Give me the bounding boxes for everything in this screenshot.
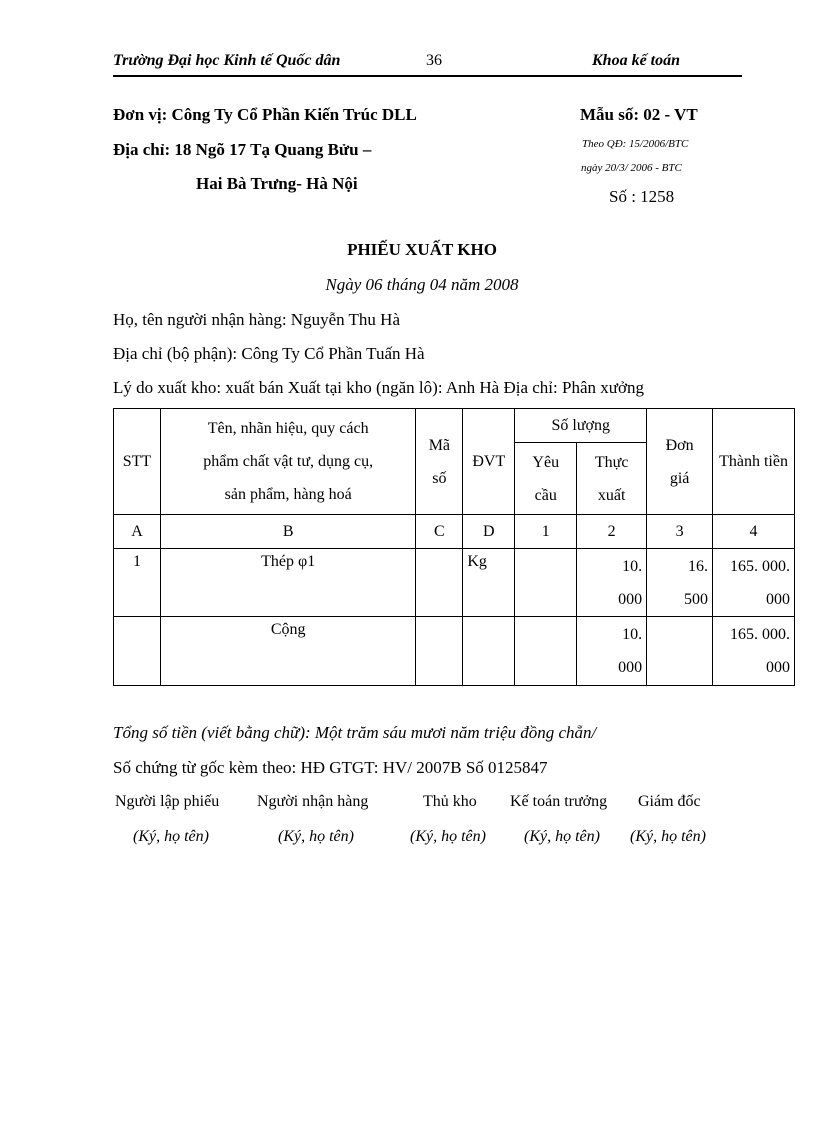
row-actual (577, 549, 647, 617)
total-requested (515, 617, 577, 686)
row-item-name: Thép φ1 (160, 549, 415, 617)
header-actual-line2: xuất (597, 486, 626, 504)
row-unit: Kg (463, 549, 515, 617)
receiver-name: Họ, tên người nhận hàng: Nguyễn Thu Hà (113, 310, 401, 329)
row-amount-line1: 165. 000. (730, 557, 790, 575)
header-code-line1: Mã (428, 436, 451, 454)
column-key: 2 (577, 515, 647, 549)
unit-address-line2: Hai Bà Trưng- Hà Nội (196, 174, 358, 193)
table-header-row (114, 409, 795, 443)
total-row (114, 617, 795, 686)
header-item-name-line2: phẩm chất vật tư, dụng cụ, (203, 453, 374, 470)
header-quantity: Số lượng (515, 409, 647, 443)
column-key: 3 (647, 515, 713, 549)
signature-title-preparer: Người lập phiếu (115, 793, 220, 810)
column-key: A (114, 515, 161, 549)
total-amount-line1: 165. 000. (730, 626, 790, 643)
attached-documents: Số chứng từ gốc kèm theo: HĐ GTGT: HV/ 2007B Số 0125847 (113, 758, 548, 777)
form-number: Số : 1258 (609, 187, 675, 206)
header-unit-price (647, 409, 713, 515)
row-actual-line1: 10. (622, 557, 643, 575)
header-actual-line1: Thực (594, 453, 629, 471)
form-decision-line2: ngày 20/3/ 2006 - BTC (581, 162, 682, 174)
table-row (114, 549, 795, 617)
header-code (416, 409, 463, 515)
signature-note-receiver: (Ký, họ tên) (278, 828, 354, 845)
row-requested (515, 549, 577, 617)
signature-title-receiver: Người nhận hàng (257, 793, 369, 810)
signature-title-chief-accountant: Kế toán trưởng (510, 793, 608, 810)
header-actual (577, 443, 647, 515)
amount-in-words: Tổng số tiền (viết bằng chữ): Một trăm sáu mươi năm triệu đồng chẵn/ (113, 723, 597, 742)
total-amount (713, 617, 795, 686)
total-unit (463, 617, 515, 686)
header-unit: ĐVT (463, 409, 515, 515)
column-key: C (416, 515, 463, 549)
header-requested (515, 443, 577, 515)
total-code (416, 617, 463, 686)
header-item-name-line1: Tên, nhãn hiệu, quy cách (207, 420, 369, 437)
total-actual-line2: 000 (618, 659, 643, 676)
column-key: 4 (713, 515, 795, 549)
header-code-line2: số (432, 469, 447, 487)
signature-note-storekeeper: (Ký, họ tên) (410, 828, 486, 845)
issue-reason: Lý do xuất kho: xuất bán Xuất tại kho (ngăn lô): Anh Hà Địa chỉ: Phân xưởng (113, 378, 644, 397)
header-divider (113, 75, 742, 77)
document-date: Ngày 06 tháng 04 năm 2008 (325, 275, 519, 294)
row-unit-price-line1: 16. (688, 557, 709, 575)
total-label: Cộng (160, 617, 415, 686)
signature-note-director: (Ký, họ tên) (630, 828, 706, 845)
header-stt: STT (114, 409, 161, 515)
signature-note-chief-accountant: (Ký, họ tên) (524, 828, 600, 845)
total-unit-price (647, 617, 713, 686)
page-number: 36 (426, 52, 442, 69)
unit-address-line1: Địa chỉ: 18 Ngõ 17 Tạ Quang Bửu – (113, 140, 372, 159)
total-stt (114, 617, 161, 686)
header-amount: Thành tiền (713, 409, 795, 515)
row-stt: 1 (114, 549, 161, 617)
unit-name: Đơn vị: Công Ty Cổ Phần Kiến Trúc DLL (113, 105, 417, 124)
row-amount (713, 549, 795, 617)
header-unit-price-line1: Đơn (665, 436, 694, 454)
header-school: Trường Đại học Kinh tế Quốc dân (113, 52, 341, 69)
column-key: B (160, 515, 415, 549)
column-key: 1 (515, 515, 577, 549)
row-unit-price (647, 549, 713, 617)
total-actual-line1: 10. (622, 626, 643, 643)
row-code (416, 549, 463, 617)
column-key-row (114, 515, 795, 549)
header-unit-price-line2: giá (669, 469, 690, 487)
form-code: Mẫu số: 02 - VT (580, 105, 698, 124)
header-requested-line1: Yêu (532, 453, 560, 471)
row-actual-line2: 000 (618, 590, 643, 608)
header-item-name (160, 409, 415, 515)
total-amount-line2: 000 (766, 659, 790, 676)
document-title: PHIẾU XUẤT KHO (347, 240, 497, 259)
signature-title-director: Giám đốc (638, 793, 701, 810)
signature-title-storekeeper: Thủ kho (423, 793, 477, 810)
header-department: Khoa kế toán (592, 52, 681, 69)
row-unit-price-line2: 500 (684, 590, 709, 608)
row-amount-line2: 000 (766, 590, 790, 608)
header-item-name-line3: sản phẩm, hàng hoá (224, 486, 352, 503)
goods-issue-table (113, 408, 795, 686)
form-decision-line1: Theo QĐ: 15/2006/BTC (582, 138, 689, 150)
header-requested-line2: cầu (534, 486, 557, 504)
signature-note-preparer: (Ký, họ tên) (133, 828, 209, 845)
column-key: D (463, 515, 515, 549)
total-actual (577, 617, 647, 686)
receiver-address: Địa chỉ (bộ phận): Công Ty Cổ Phần Tuấn Hà (113, 344, 425, 363)
